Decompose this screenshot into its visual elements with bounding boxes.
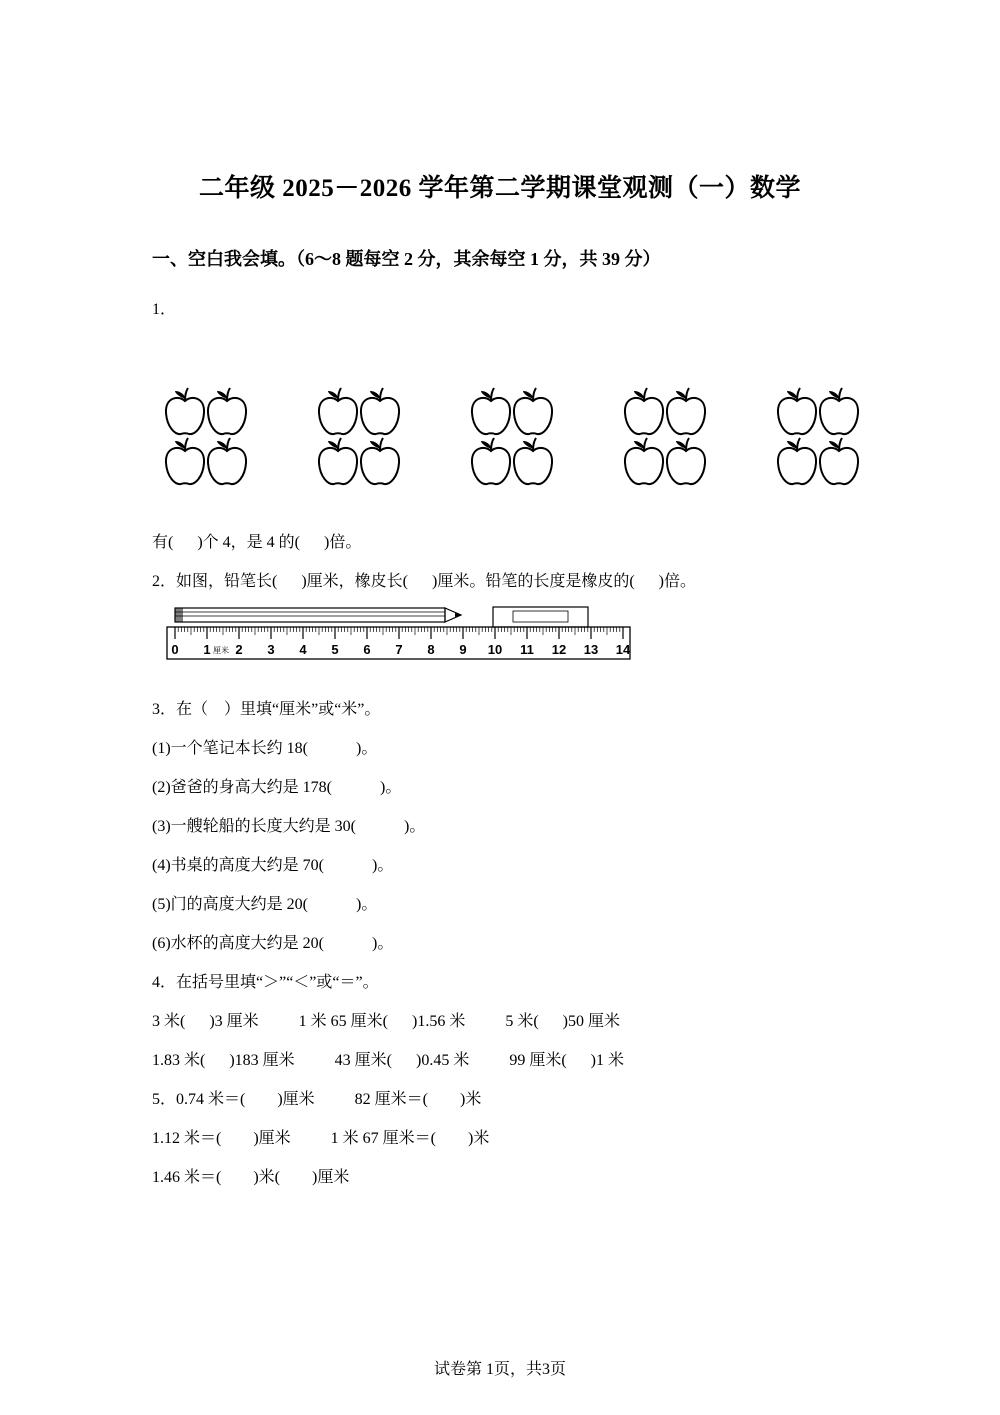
ruler-tick-label: 0 <box>171 642 179 657</box>
ruler-tick-label: 14 <box>615 642 631 657</box>
ruler-tick-label: 3 <box>267 642 275 657</box>
apple-icon <box>361 438 399 484</box>
apple-icon <box>778 388 816 434</box>
ruler-tick-label: 7 <box>395 642 403 657</box>
ruler-tick-label: 10 <box>487 642 503 657</box>
question-3-text: 3．在（ ）里填“厘米”或“米”。 <box>152 701 381 718</box>
ruler-tick-label: 5 <box>331 642 339 657</box>
apple-icon <box>208 438 246 484</box>
ruler-pencil-eraser-figure <box>165 603 640 663</box>
q3-item: (3)一艘轮船的长度大约是 30( )。 <box>152 818 426 835</box>
ruler-tick-label: 13 <box>583 642 599 657</box>
ruler-tick-label: 11 <box>520 642 534 657</box>
apple-icon <box>472 438 510 484</box>
apple-icon <box>319 388 357 434</box>
apple-icon <box>361 388 399 434</box>
apple-icon <box>514 388 552 434</box>
ruler-tick-label: 2 <box>235 642 243 657</box>
q3-item: (1)一个笔记本长约 18( )。 <box>152 740 378 757</box>
apple-icon <box>208 388 246 434</box>
apple-icon <box>514 438 552 484</box>
pencil <box>175 608 461 622</box>
question-1-label: 1． <box>152 301 177 318</box>
q5-row: 5．0.74 米＝( )厘米 82 厘米＝( )米 <box>152 1091 482 1108</box>
eraser <box>493 607 588 627</box>
q3-item: (2)爸爸的身高大约是 178( )。 <box>152 779 402 796</box>
q3-item: (6)水杯的高度大约是 20( )。 <box>152 935 394 952</box>
apple-icon <box>625 388 663 434</box>
apple-icon <box>166 438 204 484</box>
apple-icon <box>625 438 663 484</box>
apple-icon <box>778 438 816 484</box>
question-1-text: 有( )个 4，是 4 的( )倍。 <box>152 534 362 551</box>
question-2-text: 2．如图，铅笔长( )厘米，橡皮长( )厘米。铅笔的长度是橡皮的( )倍。 <box>152 573 696 590</box>
apple-icon <box>319 438 357 484</box>
ruler-tick-label: 1 <box>203 642 211 657</box>
apple-icon <box>667 438 705 484</box>
apple-icon <box>820 388 858 434</box>
page-title: 二年级 2025－2026 学年第二学期课堂观测（一）数学 <box>198 175 801 202</box>
q4-row: 3 米( )3 厘米 1 米 65 厘米( )1.56 米 5 米( )50 厘米 <box>152 1013 620 1030</box>
ruler-unit-label: 厘米 <box>213 646 229 655</box>
apple-icon <box>166 388 204 434</box>
q5-row: 1.12 米＝( )厘米 1 米 67 厘米＝( )米 <box>152 1130 490 1147</box>
q4-row: 1.83 米( )183 厘米 43 厘米( )0.45 米 99 厘米( )1 米 <box>152 1052 624 1069</box>
page-footer: 试卷第 1页，共3页 <box>433 1361 566 1378</box>
ruler-tick-label: 4 <box>299 642 307 657</box>
apple-icon <box>820 438 858 484</box>
question-4-text: 4．在括号里填“＞”“＜”或“＝”。 <box>152 974 379 991</box>
apple-icon <box>472 388 510 434</box>
apple-icon <box>667 388 705 434</box>
q3-item: (5)门的高度大约是 20( )。 <box>152 896 378 913</box>
q5-row: 1.46 米＝( )米( )厘米 <box>152 1169 350 1186</box>
ruler-tick-label: 12 <box>551 642 567 657</box>
ruler-tick-label: 8 <box>427 642 435 657</box>
section-heading: 一、空白我会填。（6～8 题每空 2 分，其余每空 1 分，共 39 分） <box>152 249 661 269</box>
apples-illustration <box>160 385 870 495</box>
q3-item: (4)书桌的高度大约是 70( )。 <box>152 857 394 874</box>
ruler-tick-label: 6 <box>363 642 371 657</box>
ruler-tick-label: 9 <box>459 642 467 657</box>
